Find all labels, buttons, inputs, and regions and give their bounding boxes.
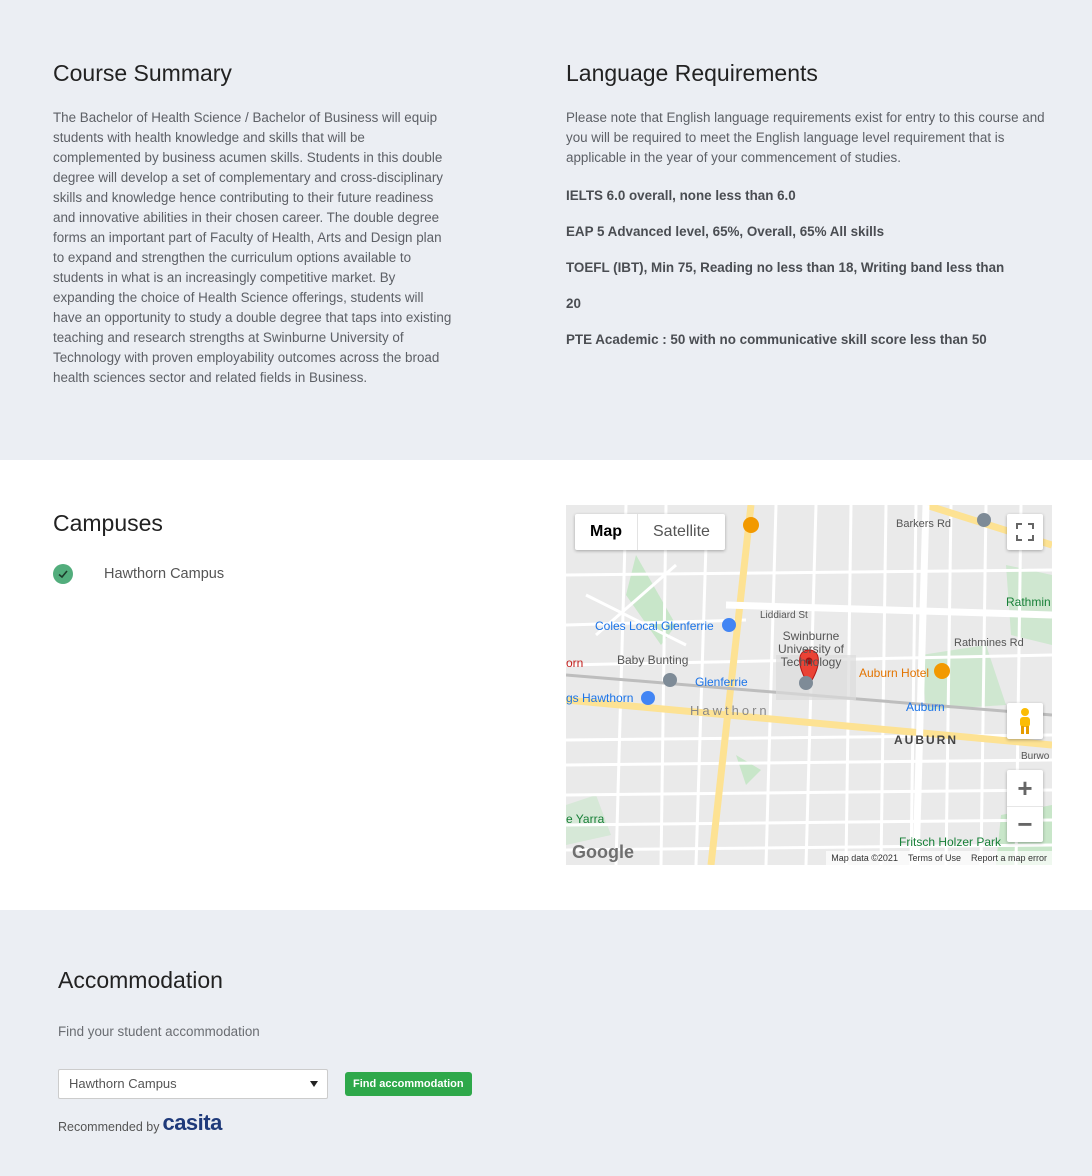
fullscreen-button[interactable] <box>1007 514 1043 550</box>
language-requirements <box>566 58 1052 350</box>
campus-name: Hawthorn Campus <box>104 566 225 582</box>
map-label-auburn-station: Auburn <box>906 700 945 714</box>
map-label-orn: orn <box>566 656 584 670</box>
campus-map[interactable] <box>566 505 1052 865</box>
zoom-out-button[interactable]: − <box>1007 806 1043 842</box>
course-info-section <box>0 0 1092 460</box>
accommodation-subtitle: Find your student accommodation <box>58 1024 260 1039</box>
campus-select-value: Hawthorn Campus <box>69 1076 177 1091</box>
campus-select[interactable] <box>58 1069 328 1099</box>
zoom-control <box>1007 770 1043 842</box>
terms-link[interactable]: Terms of Use <box>907 853 961 863</box>
map-label-rathmin: Rathmin <box>1006 595 1051 609</box>
casita-logo[interactable]: casita <box>162 1110 222 1135</box>
zoom-in-button[interactable]: + <box>1017 772 1033 803</box>
requirement-toefl: TOEFL (IBT), Min 75, Reading no less than 18, Writing band less than <box>566 260 1005 275</box>
campus-item <box>53 564 224 584</box>
accommodation-title: Accommodation <box>58 967 223 993</box>
recommended-by <box>58 1110 222 1136</box>
check-icon <box>53 564 73 584</box>
campuses-section <box>0 460 1092 910</box>
map-footer <box>826 851 1052 865</box>
map-label-gs-hawthorn: gs Hawthorn <box>566 691 634 705</box>
map-type-control <box>575 514 725 550</box>
recommended-text: Recommended by <box>58 1120 160 1134</box>
map-label-burwood: Burwo <box>1021 751 1050 762</box>
map-canvas[interactable] <box>566 505 1052 865</box>
find-accommodation-button[interactable]: Find accommodation <box>345 1072 472 1096</box>
street-view-pegman[interactable] <box>1007 703 1043 739</box>
course-summary-text: The Bachelor of Health Science / Bachelor of Business will equip students with health knowledge and skills that will be complemented by business acumen skills. Students in this double degree will develop a set of complementary and cross-disciplinary skills and knowledge hence contributing to their future readiness and innovative abilities in their chosen career. The double degree forms an important part of Faculty of Health, Arts and Design plan to expand and strengthen the curriculum options available to students in what is an increasingly competitive market. By expanding the choice of Health Science offerings, students will have an opportunity to study a double degree that taps into existing teaching and research strengths at Swinburne University of Technology with proven employability outcomes across the broad health sciences sector and related fields in Business. <box>53 110 452 385</box>
map-label-baby-bunting: Baby Bunting <box>617 653 689 667</box>
course-summary <box>53 58 453 388</box>
requirement-pte: PTE Academic : 50 with no communicative skill score less than 50 <box>566 332 987 347</box>
map-label-auburn-suburb: AUBURN <box>894 733 958 747</box>
map-label-swinburne: Swinburne University of Technology <box>777 629 845 669</box>
requirement-eap: EAP 5 Advanced level, 65%, Overall, 65% All skills <box>566 224 885 239</box>
fullscreen-icon <box>1016 523 1034 541</box>
language-requirements-title: Language Requirements <box>566 60 818 86</box>
map-type-satellite-button[interactable]: Satellite <box>653 523 710 540</box>
map-label-liddiard: Liddiard St <box>760 610 808 621</box>
map-type-map-button[interactable]: Map <box>575 514 638 550</box>
map-label-rathmines: Rathmines Rd <box>954 637 1024 649</box>
campuses-title: Campuses <box>53 510 163 536</box>
map-label-hawthorn: Hawthorn <box>690 703 770 718</box>
course-summary-title: Course Summary <box>53 60 232 86</box>
google-wordmark: Google <box>572 842 634 862</box>
pegman-icon <box>1017 707 1033 735</box>
report-error-link[interactable]: Report a map error <box>970 853 1047 863</box>
caret-down-icon <box>310 1081 318 1087</box>
accommodation-section <box>0 910 1092 1176</box>
map-label-fritsch: Fritsch Holzer Park <box>899 835 1002 849</box>
map-label-coles: Coles Local Glenferrie <box>595 619 714 633</box>
google-logo <box>572 842 634 863</box>
map-label-barkers: Barkers Rd <box>896 518 952 530</box>
requirement-toefl-cont: 20 <box>566 296 581 311</box>
requirement-ielts: IELTS 6.0 overall, none less than 6.0 <box>566 188 796 203</box>
map-label-yarra: e Yarra <box>566 812 605 826</box>
map-label-glenferrie: Glenferrie <box>695 675 748 689</box>
map-data-text: Map data ©2021 <box>831 853 898 863</box>
map-label-auburn-hotel: Auburn Hotel <box>859 666 930 680</box>
language-intro: Please note that English language requirements exist for entry to this course and you will be required to meet the English language level requirement that is applicable in the year of your commencement of studies. <box>566 110 1045 165</box>
